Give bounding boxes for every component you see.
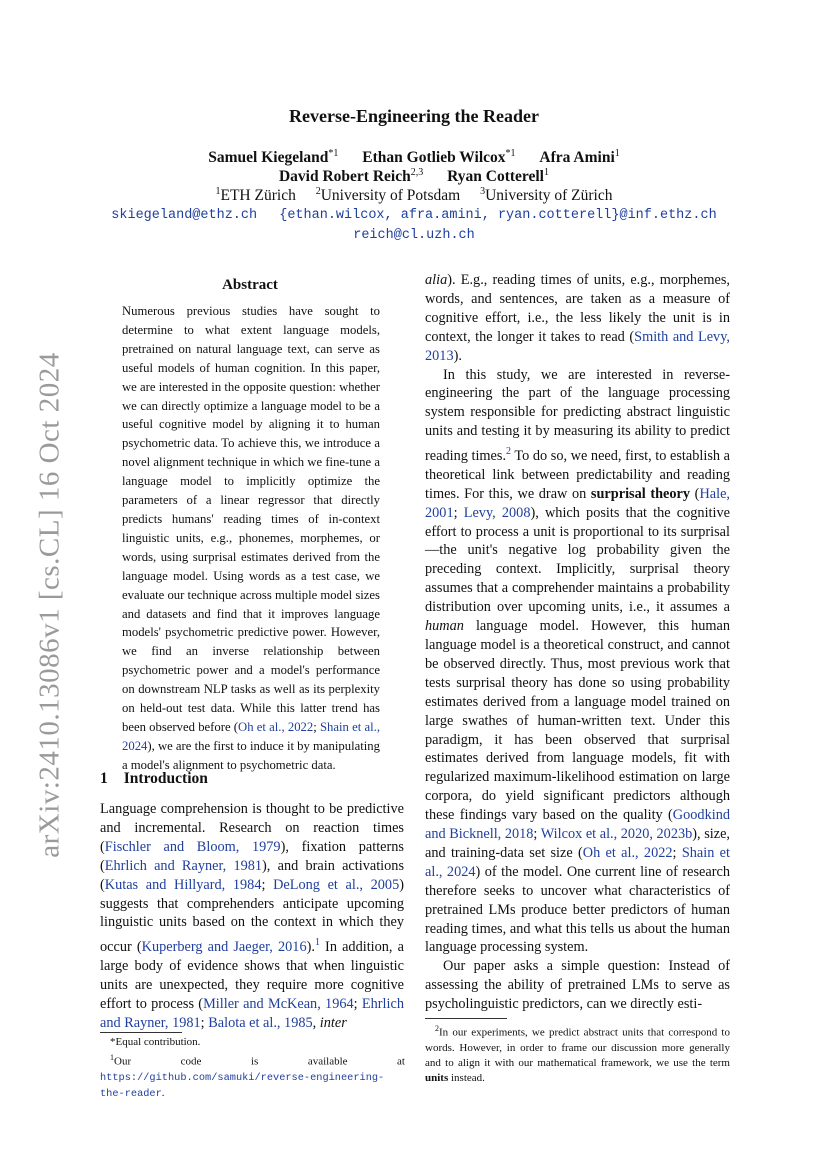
citation-link[interactable]: Kutas and Hillyard, 1984 [104, 876, 262, 893]
author-line-1 [0, 148, 828, 167]
author: Afra Amini$^1$ [539, 148, 620, 167]
affiliation: $^2$University of Potsdam [315, 186, 461, 205]
citation-link[interactable]: Ehrlich and Rayner, 1981 [104, 857, 263, 874]
email-link[interactable]: reich@cl.uzh.ch [353, 228, 475, 243]
paragraph: alia). E.g., reading times of units, e.g., morphemes, words, and sentences, are taken as a measure of cognitive effort, i.e., the less likely the unit is in context, the longer it takes to read (Smith and Levy, 2013). [425, 272, 731, 364]
footnote-1: $^1$Our code is available at https://github.com/samuki/reverse-engineering-the-reader. [100, 1053, 405, 1100]
citation-link[interactable]: Fischler and Bloom, 1979 [104, 838, 281, 855]
email-line-2 [0, 228, 828, 243]
citation-link[interactable]: Balota et al., 1985 [208, 1014, 313, 1031]
arxiv-identifier-stamp: arXiv:2410.13086v1 [cs.CL] 16 Oct 2024 [33, 352, 66, 858]
citation-link[interactable]: Oh et al., 2022 [582, 844, 673, 861]
footnote-divider [425, 1018, 507, 1019]
citation-link[interactable]: Wilcox et al., 2020, 2023b [540, 826, 693, 843]
footnotes-left [100, 1035, 405, 1102]
citation-link[interactable]: Smith and Levy, 2013 [425, 328, 731, 364]
citation-link[interactable]: Levy, 2008 [463, 504, 531, 521]
paragraph: Our paper asks a simple question: Instead of assessing the ability of pretrained LMs to serve as psycholinguistic predictors, can we directly esti- [425, 958, 730, 1013]
citation-link[interactable]: Goodkind and Bicknell, 2018 [425, 807, 730, 843]
author: Ryan Cotterell$^1$ [447, 167, 549, 186]
citation-link[interactable]: Oh et al., 2022 [238, 719, 314, 734]
citation-link[interactable]: Shain et al., 2024 [122, 719, 380, 753]
code-repository-link[interactable]: https://github.com/samuki/reverse-engineering-the-reader [100, 1071, 385, 1100]
right-column-text [425, 271, 730, 1014]
author: Samuel Kiegeland$^{*1}$ [208, 148, 339, 167]
citation-link[interactable]: Shain et al., 2024 [425, 844, 730, 880]
footnote-ref[interactable]: 2 [506, 446, 512, 458]
affiliation: $^3$University of Zürich [480, 186, 613, 205]
author: David Robert Reich$^{2,3}$ [278, 167, 424, 186]
paper-title: Reverse-Engineering the Reader [289, 106, 539, 126]
citation-link[interactable]: Miller and McKean, 1964 [203, 995, 354, 1012]
citation-link[interactable]: Kuperberg and Jaeger, 2016 [141, 939, 307, 956]
citation-link[interactable]: DeLong et al., 2005 [273, 876, 400, 893]
section-heading-introduction: 1 Introduction [100, 770, 208, 787]
author-line-2 [0, 167, 828, 186]
email-link[interactable]: {ethan.wilcox, afra.amini, ryan.cotterell}@inf.ethz.ch [279, 208, 717, 223]
footnote-ref[interactable]: 1 [314, 937, 320, 949]
abstract-text: Numerous previous studies have sought to determine to what extent language models, pretrained on natural language text, can serve as useful models of human cognition. In this paper, we are interested in the opposite question: whether we can directly optimize a language model to be a useful cognitive model by aligning it to human psychometric data. To achieve this, we introduce a novel alignment technique in which we fine-tune a language model to implicitly optimize the parameters of a linear regressor that directly predicts humans' reading times of in-context linguistic units, e.g., phonemes, morphemes, or words, using surprisal estimates derived from the language model. Using words as a test case, we evaluate our technique across multiple model sizes and datasets and find that it improves language models' psychometric predictive power. However, we find an inverse relationship between psychometric power and a model's performance on downstream NLP tasks as well as its perplexity on held-out test data. While this latter trend has been observed before (Oh et al., 2022; Shain et al., 2024), we are the first to induce it by manipulating a model's alignment to psychometric data. [122, 304, 380, 772]
author: Ethan Gotlieb Wilcox$^{*1}$ [362, 148, 516, 167]
footnote-divider [100, 1032, 182, 1033]
footnote-equal-contribution: *Equal contribution. [110, 1036, 201, 1048]
intro-paragraph: Language comprehension is thought to be predictive and incremental. Research on reaction times (Fischler and Bloom, 1979), fixation patterns (Ehrlich and Rayner, 1981), and brain activations (Kutas and Hillyard, 1984; DeLong et al., 2005) suggests that comprehenders anticipate upcoming linguistic units based on the context in which they occur (Kuperberg and Jaeger, 2016).$^1$ In addition, a large body of evidence shows that when linguistic units are unexpected, they require more cognitive effort to process (Miller and McKean, 1964; Ehrlich and Rayner, 1981; Balota et al., 1985, inter [100, 801, 405, 1031]
citation-link[interactable]: Hale, 2001 [425, 485, 730, 521]
footnote-2: $^2$In our experiments, we predict abstract units that correspond to words. However, in order to frame our discussion more generally and to align it with our mathematical framework, we use the term units instead. [425, 1024, 730, 1084]
email-link[interactable]: skiegeland@ethz.ch [111, 208, 258, 223]
abstract-heading: Abstract [222, 277, 278, 293]
affiliation: $^1$ETH Zürich [215, 186, 296, 205]
email-line-1 [0, 208, 828, 223]
citation-link[interactable]: Ehrlich and Rayner, 1981 [100, 995, 404, 1031]
affiliations [0, 186, 828, 205]
paragraph: In this study, we are interested in reverse-engineering the part of the language processing system responsible for predicting abstract linguistic units and testing it by measuring its ability to predict reading times.$^2$ To do so, we need, first, to establish a theoretical link between predictability and reading times. For this, we draw on surprisal theory (Hale, 2001; Levy, 2008), which posits that the cognitive effort to process a unit is proportional to its surprisal—the unit's negative log probability given the preceding context. Implicitly, surprisal theory assumes that a comprehender maintains a probability distribution over upcoming units, i.e., it assumes a human language model. However, this human language model is a theoretical construct, and cannot be observed directly. Thus, most previous work that tests surprisal theory has done so using probability estimates derived from a language model trained on large swathes of human-written text. Under this paradigm, it has been observed that surprisal estimates derived from language models, fit with regularized maximum-likelihood estimation on large corpora, do yield significant predictors although these findings vary based on the quality (Goodkind and Bicknell, 2018; Wilcox et al., 2020, 2023b), size, and training-data set size (Oh et al., 2022; Shain et al., 2024) of the model. One current line of research therefore seeks to uncover what characteristics of pretrained LMs produce better predictors of human reading times, and what this tells us about the human language processing system. [425, 366, 731, 956]
